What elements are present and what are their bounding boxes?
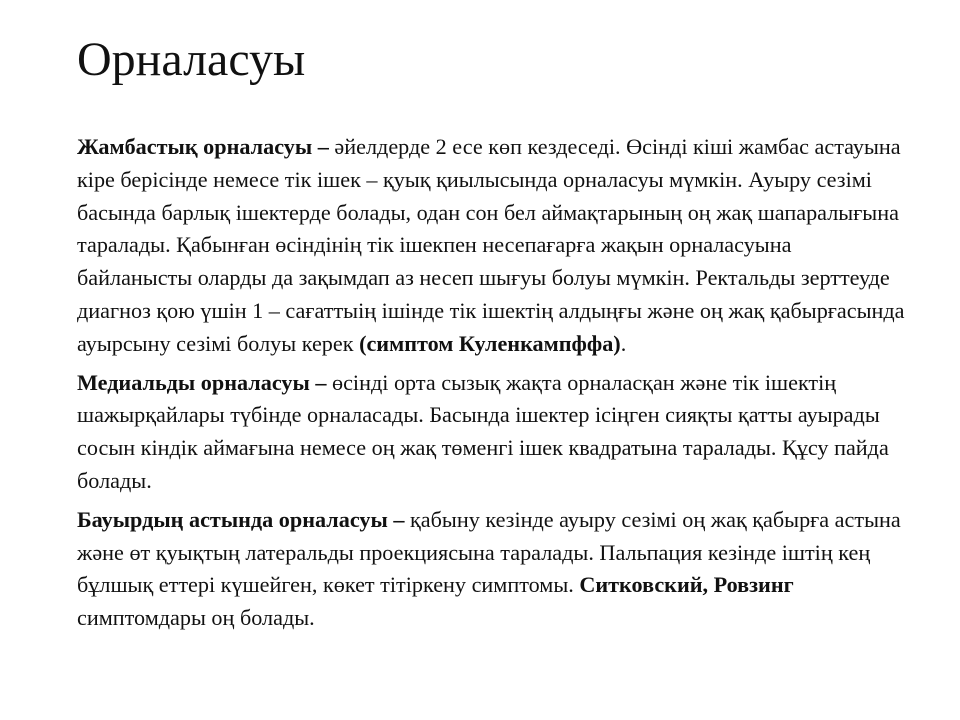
paragraph-subhepatic-location: [77, 504, 907, 635]
paragraph-pelvic-location: [77, 131, 907, 361]
paragraph-medial-location: [77, 367, 907, 498]
slide-title: Орналасуы: [77, 33, 306, 86]
medial-location-heading: Медиальды орналасуы –: [77, 369, 332, 395]
pelvic-location-text: әйелдерде 2 есе көп кездеседі. Өсінді кіші жамбас астауына кіре берісінде немесе тік ішек – қуық қиылысында орналасуы мүмкін. Ауыру сезімі басында барлық ішектерде болады, одан сон бел аймақтарының оң жақ шапаралығына таралады. Қабынған өсіндінің тік ішекпен несепағарға жақын орналасуына байланысты оларды да зақымдап аз несеп шығуы болуы мүмкін. Ректальды зерттеуде диагноз қою үшін 1 – сағаттыің ішінде тік ішектің алдыңғы және оң жақ қабырғасында ауырсыну сезімі болуы керек: [77, 134, 905, 356]
subhepatic-location-text: қабыну кезінде ауыру сезімі оң жақ қабырға астына және өт қуықтың латеральды проекциясына таралады. Пальпация кезінде іштің кең бұлшық еттері күшейген, көкет тітіркену симптомы.: [77, 506, 901, 598]
medial-location-text: өсінді орта сызық жақта орналасқан және тік ішектің шажырқайлары түбінде орналасады. Басында ішектер ісіңген сияқты қатты ауырады сосын кіндік аймағына немесе оң жақ төменгі ішек квадратына таралады. Құсу пайда болады.: [77, 369, 889, 493]
pelvic-location-heading: Жамбастық орналасуы –: [77, 134, 335, 159]
subhepatic-location-heading: Бауырдың астында орналасуы –: [77, 506, 410, 532]
pelvic-location-end: .: [620, 330, 627, 356]
slide-body: [77, 131, 907, 641]
sitkovsky-rovsing-symptoms: Ситковский, Ровзинг: [579, 572, 794, 598]
kulenkampff-symptom: (симптом Куленкампффа): [359, 330, 621, 356]
subhepatic-location-end: симптомдары оң болады.: [77, 605, 315, 631]
